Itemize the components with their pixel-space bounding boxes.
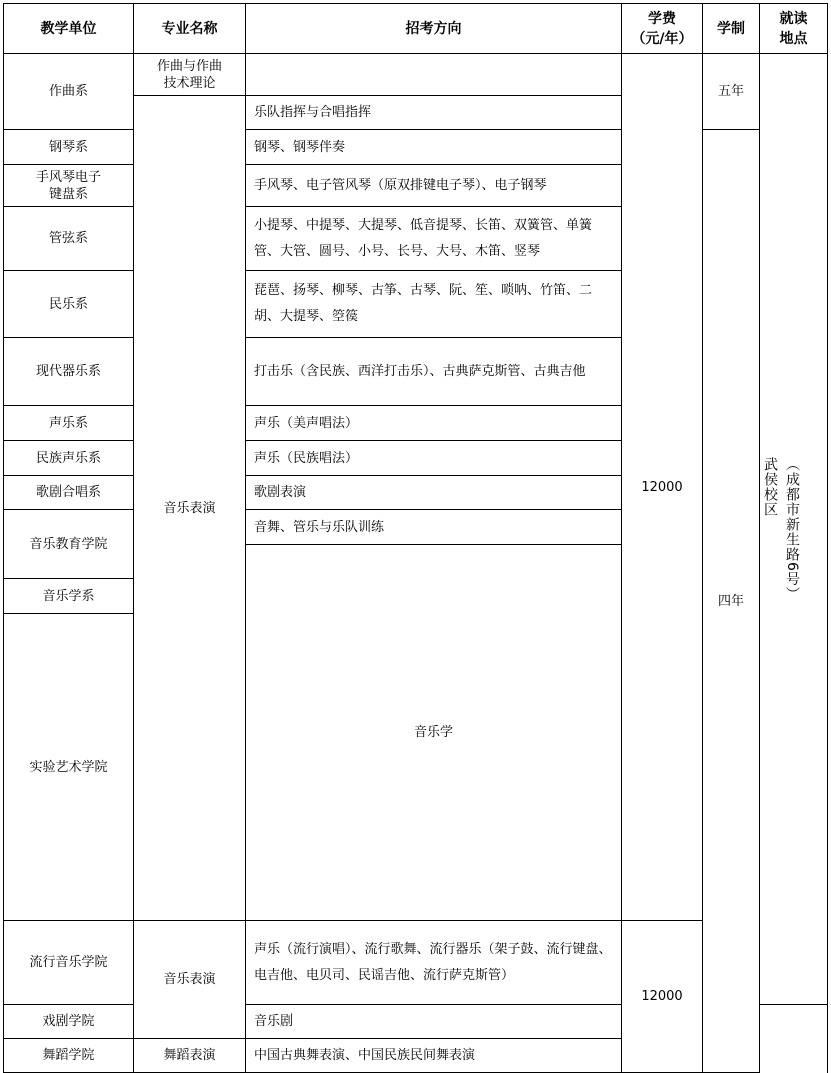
campus-wuhou (760, 54, 828, 1005)
unit-accordion-line2: 键盘系 (48, 186, 88, 202)
header-fee-line1: 学费 (648, 10, 676, 27)
unit-composition: 作曲系 (4, 54, 134, 130)
duration-four: 四年 (703, 130, 760, 1073)
direction-folk: 琵琶、扬琴、柳琴、古筝、古琴、阮、笙、唢呐、竹笛、二胡、大提琴、箜篌 (246, 271, 622, 338)
unit-education: 音乐教育学院 (4, 510, 134, 579)
header-direction: 招考方向 (246, 4, 622, 54)
direction-empty-1 (246, 54, 622, 96)
direction-ethnic-vocal: 声乐（民族唱法） (246, 441, 622, 476)
header-campus-line1: 就读 (779, 10, 808, 27)
header-row (4, 4, 828, 54)
major-composition-theory (134, 54, 246, 96)
direction-opera: 歌剧表演 (246, 476, 622, 510)
unit-experimental: 实验艺术学院 (4, 614, 134, 921)
table-row (4, 130, 828, 165)
unit-opera: 歌剧合唱系 (4, 476, 134, 510)
direction-modern: 打击乐（含民族、西洋打击乐）、古典萨克斯管、古典吉他 (246, 338, 622, 406)
unit-accordion-line1: 手风琴电子 (35, 169, 101, 185)
campus-wuhou-text (760, 457, 828, 602)
major-performance-2: 音乐表演 (134, 921, 246, 1039)
direction-dance: 中国古典舞表演、中国民族民间舞表演 (246, 1039, 622, 1073)
major-performance: 音乐表演 (134, 96, 246, 921)
unit-dance: 舞蹈学院 (4, 1039, 134, 1073)
header-fee-line2: （元/年） (631, 30, 693, 47)
major-dance: 舞蹈表演 (134, 1039, 246, 1073)
direction-piano: 钢琴、钢琴伴奏 (246, 130, 622, 165)
major-musicology: 音乐学 (246, 545, 622, 921)
unit-drama: 戏剧学院 (4, 1005, 134, 1039)
table-row (4, 54, 828, 96)
direction-vocal: 声乐（美声唱法） (246, 406, 622, 441)
header-major: 专业名称 (134, 4, 246, 54)
major-composition-theory-line2: 技术理论 (163, 75, 216, 91)
admissions-table (3, 3, 828, 1073)
direction-accordion: 手风琴、电子管风琴（原双排键电子琴）、电子钢琴 (246, 165, 622, 207)
unit-modern: 现代器乐系 (4, 338, 134, 406)
campus-wuhou-name: 武侯校区 (762, 456, 778, 517)
unit-vocal: 声乐系 (4, 406, 134, 441)
unit-accordion (4, 165, 134, 207)
unit-pop: 流行音乐学院 (4, 921, 134, 1005)
major-composition-theory-line1: 作曲与作曲 (156, 58, 222, 74)
header-fee (622, 4, 703, 54)
direction-orchestral: 小提琴、中提琴、大提琴、低音提琴、长笛、双簧管、单簧管、大管、圆号、小号、长号、大号、木笛、竖琴 (246, 207, 622, 271)
fee-main: 12000 (622, 54, 703, 921)
unit-ethnic-vocal: 民族声乐系 (4, 441, 134, 476)
fee-xindu: 12000 (622, 921, 703, 1073)
unit-orchestral: 管弦系 (4, 207, 134, 271)
header-unit: 教学单位 (4, 4, 134, 54)
direction-pop: 声乐（流行演唱）、流行歌舞、流行器乐（架子鼓、流行键盘、电吉他、电贝司、民谣吉他、流行萨克斯管） (246, 921, 622, 1005)
direction-drama: 音乐剧 (246, 1005, 622, 1039)
header-campus-line2: 地点 (779, 30, 808, 47)
duration-five: 五年 (703, 54, 760, 130)
campus-wuhou-address: （成都市新生路6号） (784, 456, 800, 602)
unit-piano: 钢琴系 (4, 130, 134, 165)
direction-education: 音舞、管乐与乐队训练 (246, 510, 622, 545)
direction-conducting: 乐队指挥与合唱指挥 (246, 96, 622, 130)
header-duration: 学制 (703, 4, 760, 54)
unit-musicology: 音乐学系 (4, 579, 134, 614)
header-campus (760, 4, 828, 54)
unit-folk: 民乐系 (4, 271, 134, 338)
